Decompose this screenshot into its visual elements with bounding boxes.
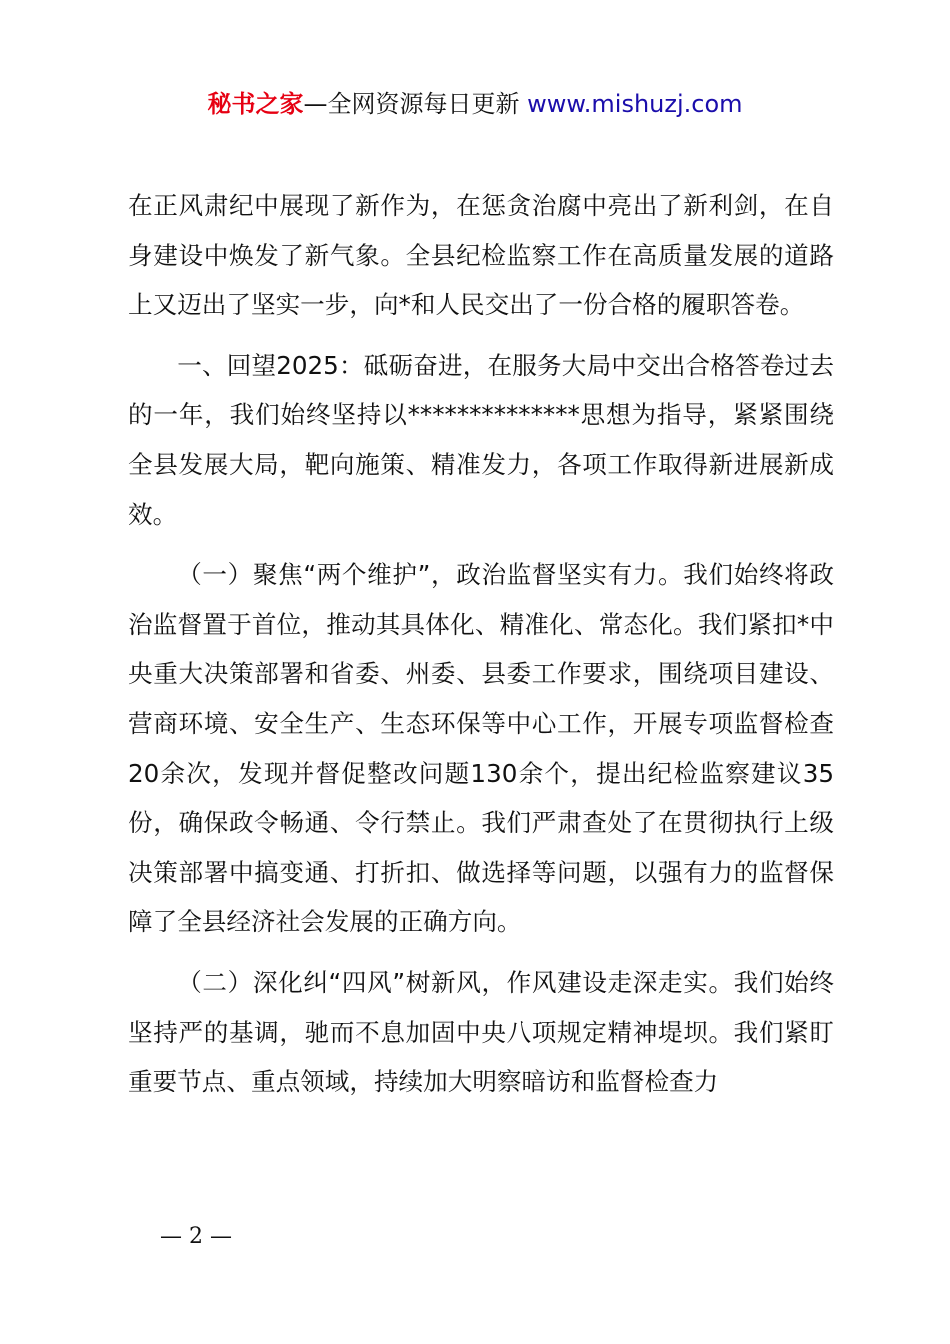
paragraph-political-supervision: （一）聚焦“两个维护”，政治监督坚实有力。我们始终将政治监督置于首位，推动其具体化、精准化、常态化。我们紧扣*中央重大决策部署和省委、州委、县委工作要求，围绕项目建设、营商环境、安全生产、生态环保等中心工作，开展专项监督检查20余次，发现并督促整改问题130余个，提出纪检监察建议35份，确保政令畅通、令行禁止。我们严肃查处了在贯彻执行上级决策部署中搞变通、打折扣、做选择等问题，以强有力的监督保障了全县经济社会发展的正确方向。 (128, 560, 834, 937)
brand-name: 秘书之家 (207, 90, 304, 118)
document-body (128, 181, 834, 1118)
paragraph-work-style: （二）深化纠“四风”树新风，作风建设走深走实。我们始终坚持严的基调，驰而不息加固中央八项规定精神堤坝。我们紧盯重要节点、重点领域，持续加大明察暗访和监督检查力 (128, 967, 834, 1097)
header-tagline: —全网资源每日更新 (303, 90, 528, 118)
page-number: — 2 — (160, 1224, 232, 1249)
section-heading-paragraph: 一、回望2025：砥砺奋进，在服务大局中交出合格答卷过去的一年，我们始终坚持以**************思想为指导，紧紧围绕全县发展大局，靶向施策、精准发力，各项工作取得新进展新成效。 (128, 350, 834, 529)
site-url: www.mishuzj.com (527, 90, 743, 118)
paragraph-continued: 在正风肃纪中展现了新作为，在惩贪治腐中亮出了新利剑，在自身建设中焕发了新气象。全县纪检监察工作在高质量发展的道路上又迈出了坚实一步，向*和人民交出了一份合格的履职答卷。 (128, 191, 834, 320)
page-header (0, 86, 950, 122)
